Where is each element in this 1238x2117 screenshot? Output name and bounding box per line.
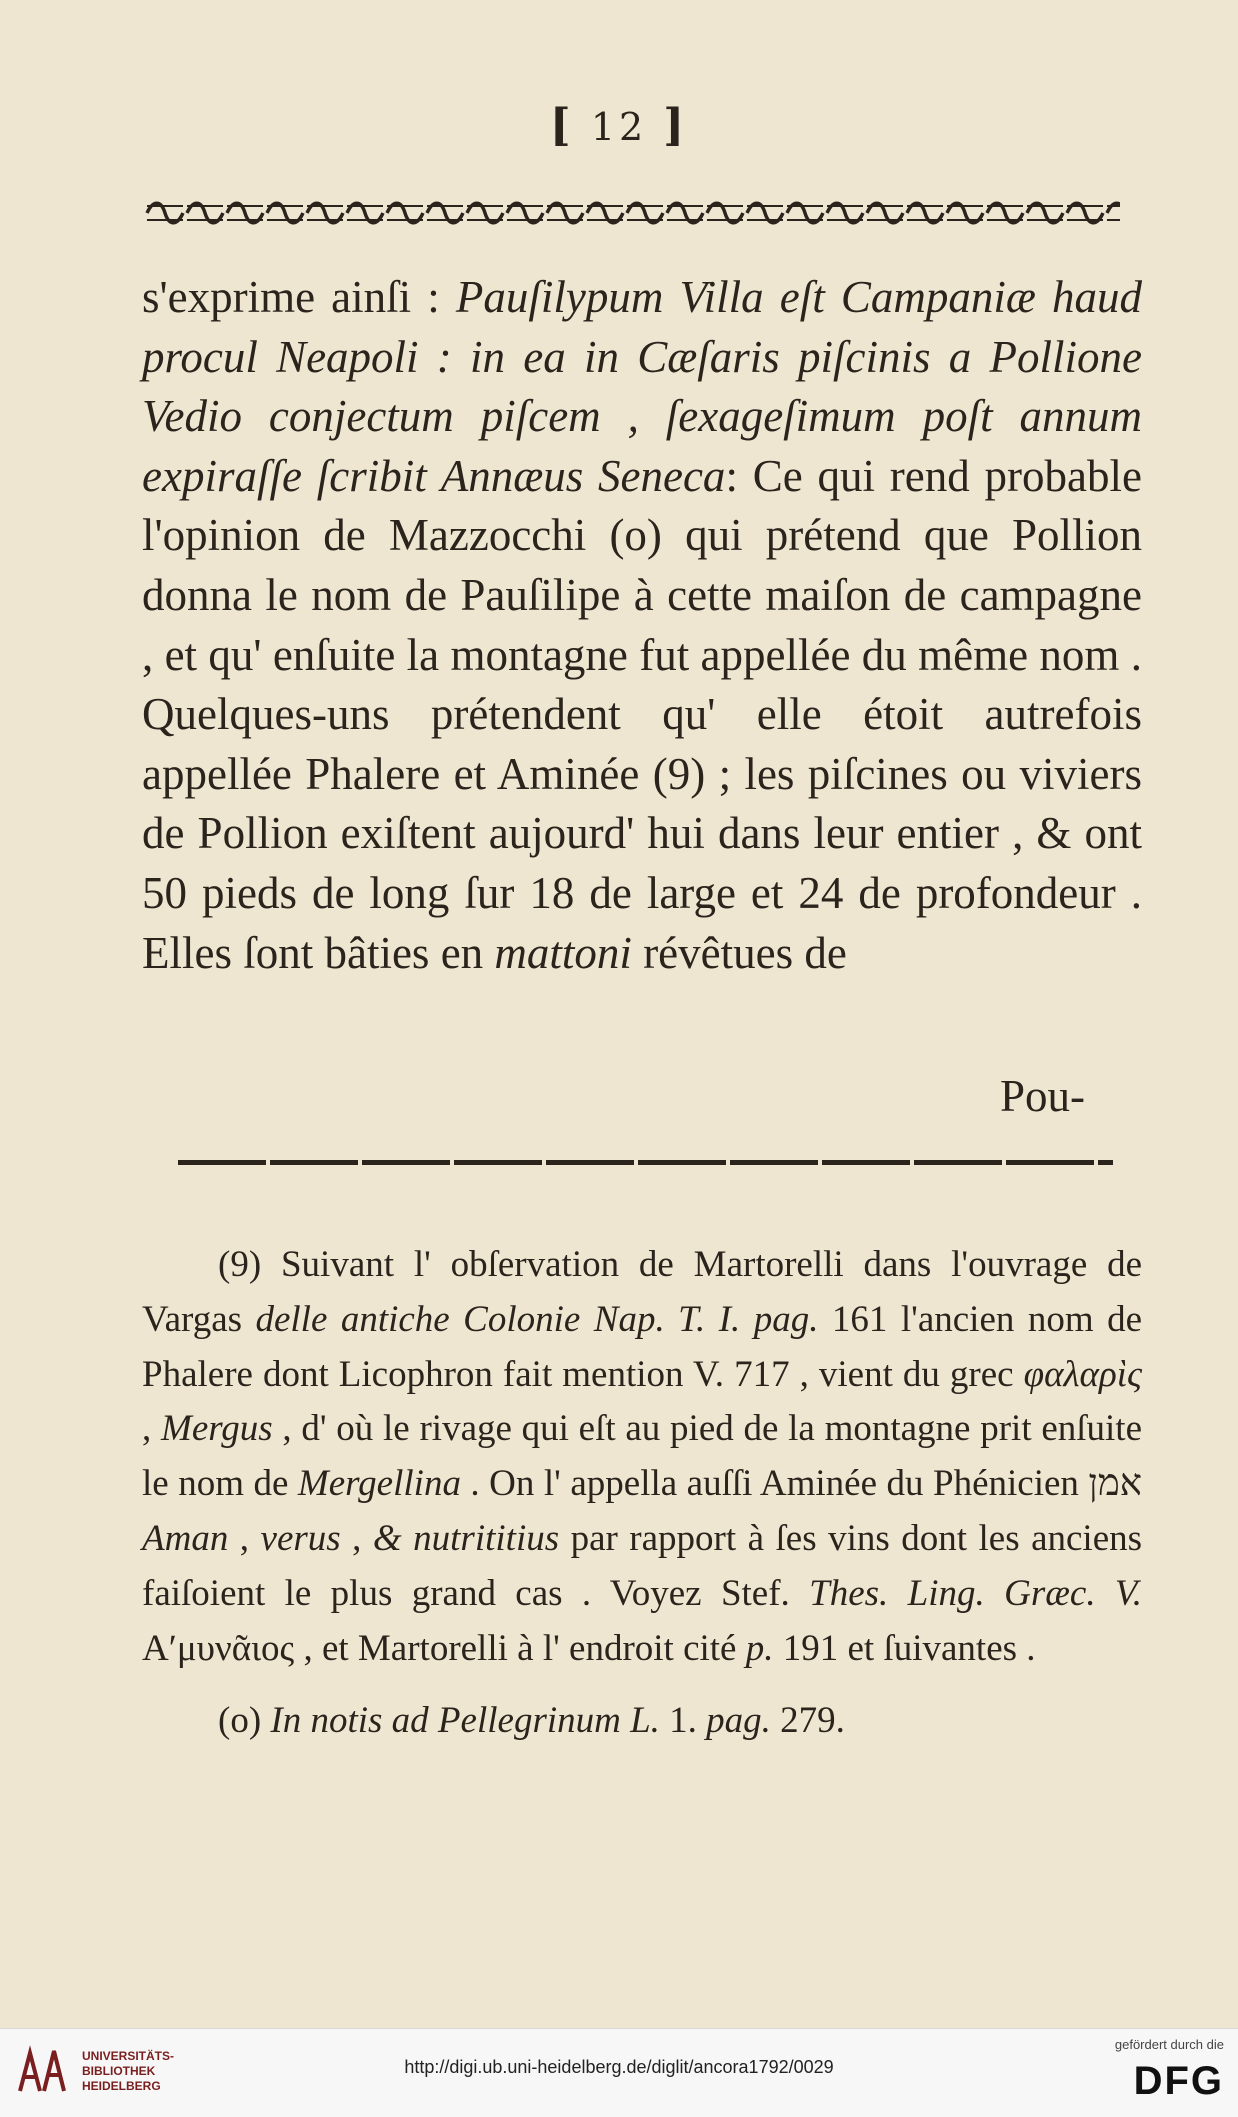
note-run: 161 l'ancien nom de Phalere dont Licophron fait mention V. 717 , vient du grec xyxy=(142,1298,1142,1395)
library-line: BIBLIOTHEK xyxy=(82,2064,156,2078)
folio-open-bracket: [ xyxy=(549,100,575,151)
viewer-footer xyxy=(0,2028,1238,2117)
catchword: Pou- xyxy=(1000,1071,1086,1121)
note-run-italic: Mergellina xyxy=(297,1463,461,1505)
note-run: 279. xyxy=(770,1700,845,1742)
library-line: UNIVERSITÄTS- xyxy=(82,2049,175,2063)
funding-label: gefördert durch die xyxy=(1114,2037,1224,2052)
permalink-url[interactable]: http://digi.ub.uni-heidelberg.de/diglit/ancora1792/0029 xyxy=(404,2057,834,2077)
dfg-logo[interactable]: DFG xyxy=(1133,2059,1224,2103)
text-run: s'exprime ainſi : xyxy=(142,272,456,322)
italic-term: mattoni xyxy=(494,927,632,978)
note-run: , xyxy=(340,1517,373,1559)
note-run-italic: delle antiche Colonie Nap. T. I. pag. xyxy=(255,1298,819,1340)
decorative-border-ornament xyxy=(145,196,1120,230)
footnote-9 xyxy=(142,1238,1142,1676)
page-number xyxy=(0,100,1238,151)
footnotes-block xyxy=(142,1238,1142,1749)
note-run: . On l' appella auſſi Aminée du Phénicien אמן xyxy=(460,1463,1142,1505)
folio-number: 12 xyxy=(590,105,648,149)
note-run: par rapport à ſes vins dont les anciens faiſoient le plus grand cas . Voyez Stef. xyxy=(142,1517,1143,1614)
note-run: 1. xyxy=(659,1700,707,1742)
note-run-italic: verus xyxy=(260,1517,341,1559)
note-run-italic: Mergus xyxy=(161,1408,273,1450)
main-text-block xyxy=(142,268,1142,983)
note-run-italic: φαλαρὶς xyxy=(1023,1353,1142,1395)
text-run: : Ce qui rend probable l'opinion de Mazzocchi (o) qui prétend que Pollion donna le nom de Pauſilipe à cette maiſon de campagne , et qu' enſuite la montagne fut appellée du même nom . Quelques-uns prétendent qu' elle étoit autrefois appellée Phalere et Aminée (9) ; les piſcines ou viviers de Pollion exiſtent aujourd' hui dans leur entier , & ont 50 pieds de long ſur 18 de large et 24 de profondeur . Elles ſont bâties en xyxy=(142,450,1142,978)
library-line: HEIDELBERG xyxy=(82,2079,161,2093)
footnote-separator-rule xyxy=(178,1160,1113,1165)
note-run-italic: & nutrititius xyxy=(372,1517,560,1559)
note-run: (o) xyxy=(218,1700,271,1742)
main-paragraph xyxy=(142,268,1142,983)
note-run-italic: Thes. Ling. Græc. V. xyxy=(809,1572,1142,1614)
footnote-o xyxy=(142,1694,1142,1749)
latin-quote: Pauſilypum Villa eſt Campaniæ haud procul Neapoli : in ea in Cæſaris piſcinis a Pollione Vedio conjectum piſcem , ſexageſimum poſt annum expiraſſe ſcribit Annæus Seneca xyxy=(142,272,1142,501)
folio-close-bracket: ] xyxy=(663,100,689,151)
note-run: , d' où le rivage qui eſt au pied de la montagne prit enſuite le nom de xyxy=(142,1408,1143,1505)
note-run-italic: p. xyxy=(745,1627,774,1669)
note-run: 191 et ſuivantes . xyxy=(773,1627,1036,1669)
text-run: révêtues de xyxy=(631,927,847,978)
note-run: Αʹμυνᾶιος , et Martorelli à l' endroit cité xyxy=(142,1627,746,1669)
note-run: , xyxy=(142,1408,161,1450)
note-run-italic: Aman xyxy=(142,1517,229,1559)
note-run-italic: In notis ad Pellegrinum L. xyxy=(270,1700,660,1742)
note-run: (9) Suivant l' obſervation de Martorelli dans l'ouvrage de Vargas xyxy=(142,1244,1142,1340)
note-run: , xyxy=(228,1517,261,1559)
note-run-italic: pag. xyxy=(706,1700,771,1742)
